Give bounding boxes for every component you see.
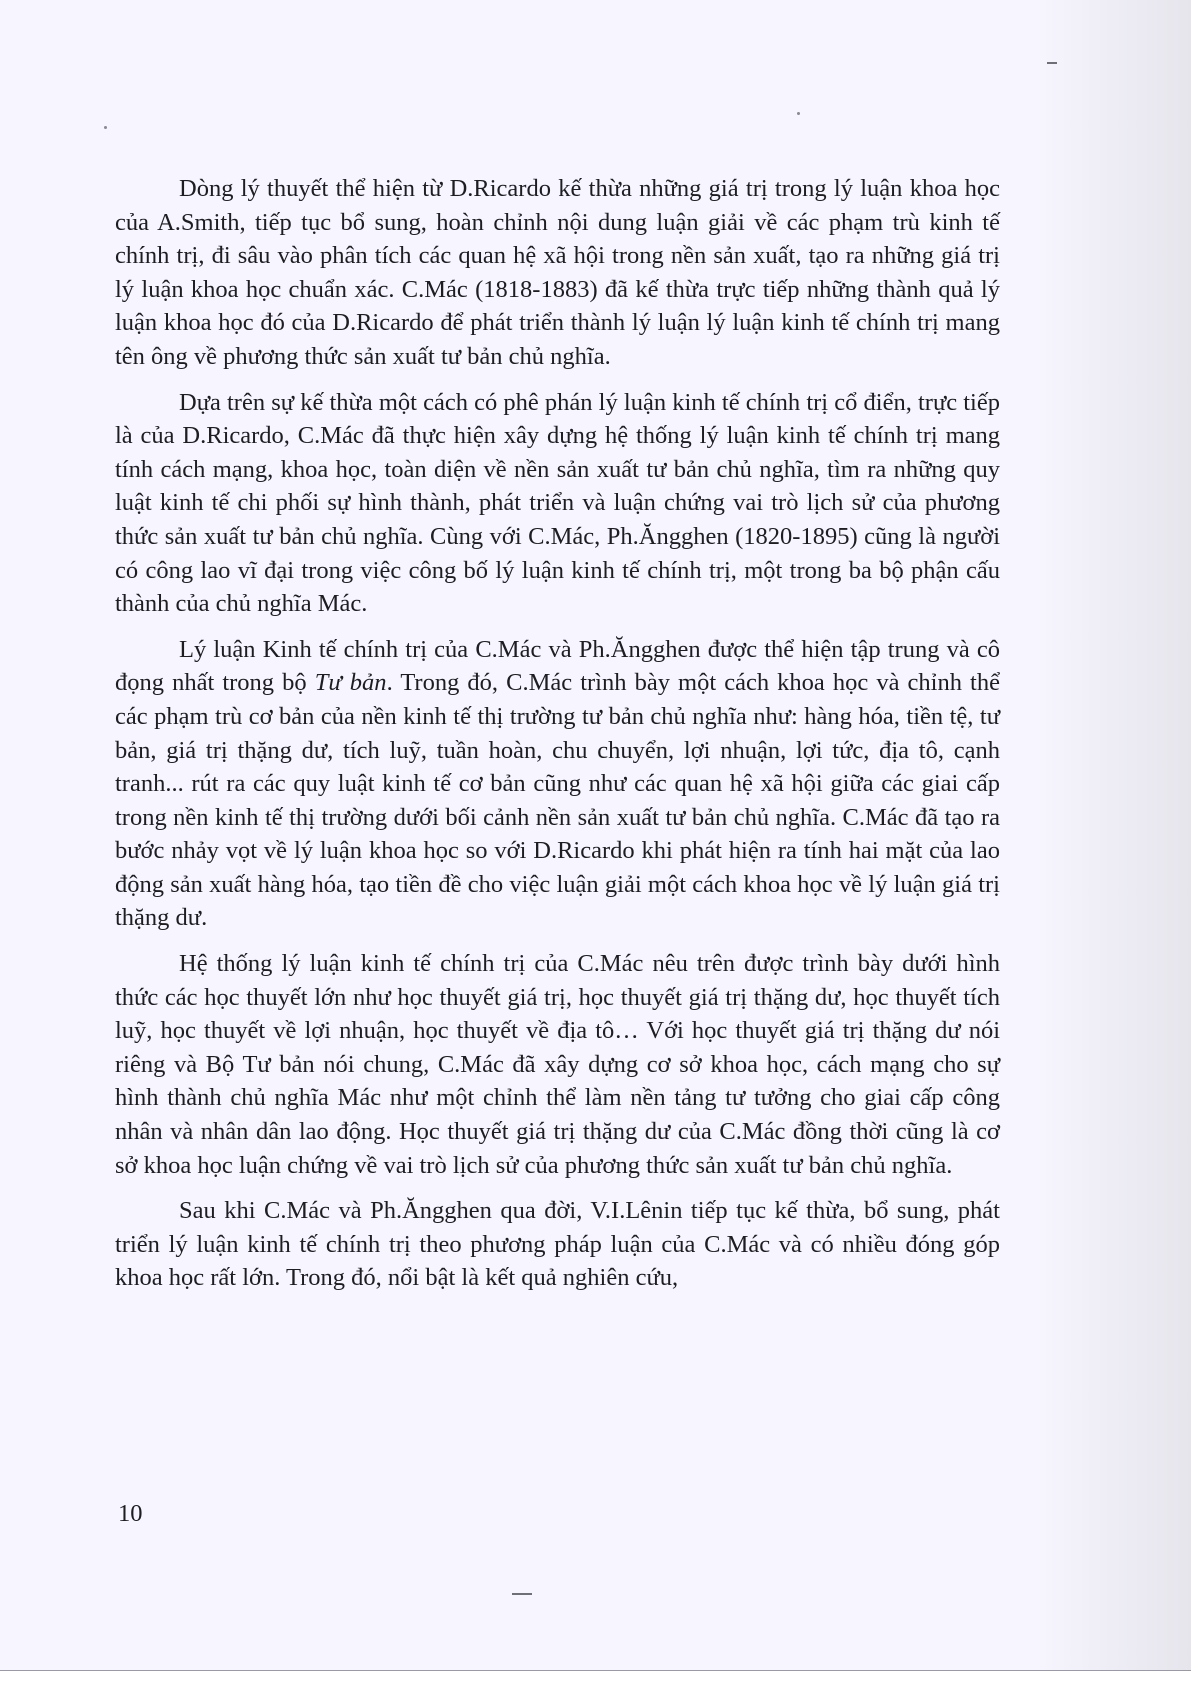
paragraph xyxy=(115,1194,1000,1295)
paragraph xyxy=(115,947,1000,1182)
paragraph-text: Lý luận Kinh tế chính trị của C.Mác và Ph.Ăngghen được thể hiện tập trung và cô đọng nhất trong bộ xyxy=(115,635,1000,697)
paragraph-text: Sau khi C.Mác và Ph.Ăngghen qua đời, V.I.Lênin tiếp tục kế thừa, bổ sung, phát triển lý luận kinh tế chính trị theo phương pháp luận của C.Mác và có nhiều đóng góp khoa học rất lớn. Trong đó, nổi bật là kết quả nghiên cứu, xyxy=(115,1197,1000,1292)
body-text xyxy=(115,172,1000,1307)
paragraph-text: . Trong đó, C.Mác trình bày một cách khoa học và chỉnh thể các phạm trù cơ bản của nền kinh tế thị trường tư bản chủ nghĩa như: hàng hóa, tiền tệ, tư bản, giá trị thặng dư, tích luỹ, tuần hoàn, chu chuyển, lợi nhuận, lợi tức, địa tô, cạnh tranh... rút ra các quy luật kinh tế cơ bản cũng như các quan hệ xã hội giữa các giai cấp trong nền kinh tế thị trường dưới bối cảnh nền sản xuất tư bản chủ nghĩa. C.Mác đã tạo ra bước nhảy vọt về lý luận khoa học so với D.Ricardo khi phát hiện ra tính hai mặt của lao động sản xuất hàng hóa, tạo tiền đề cho việc luận giải một cách khoa học về lý luận giá trị thặng dư. xyxy=(115,669,1000,932)
book-title: Tư bản xyxy=(314,669,387,697)
scan-speck xyxy=(797,112,800,115)
paragraph xyxy=(115,386,1000,621)
page-edge-shadow xyxy=(1040,0,1191,1683)
paragraph-text: Hệ thống lý luận kinh tế chính trị của C.Mác nêu trên được trình bày dưới hình thức các học thuyết lớn như học thuyết giá trị, học thuyết giá trị thặng dư, học thuyết tích luỹ, học thuyết về lợi nhuận, học thuyết về địa tô… Với học thuyết giá trị thặng dư nói riêng và Bộ Tư bản nói chung, C.Mác đã xây dựng cơ sở khoa học, cách mạng cho sự hình thành chủ nghĩa Mác như một chỉnh thể làm nền tảng tư tưởng cho giai cấp công nhân và nhân dân lao động. Học thuyết giá trị thặng dư của C.Mác đồng thời cũng là cơ sở khoa học luận chứng về vai trò lịch sử của phương thức sản xuất tư bản chủ nghĩa. xyxy=(115,950,1000,1179)
paragraph-text: Dựa trên sự kế thừa một cách có phê phán lý luận kinh tế chính trị cổ điển, trực tiếp là của D.Ricardo, C.Mác đã thực hiện xây dựng hệ thống lý luận kinh tế chính trị mang tính cách mạng, khoa học, toàn diện về nền sản xuất tư bản chủ nghĩa, tìm ra những quy luật kinh tế chi phối sự hình thành, phát triển và luận chứng vai trò lịch sử của phương thức sản xuất tư bản chủ nghĩa. Cùng với C.Mác, Ph.Ăngghen (1820-1895) cũng là người có công lao vĩ đại trong việc công bố lý luận kinh tế chính trị, một trong ba bộ phận cấu thành của chủ nghĩa Mác. xyxy=(115,388,1000,618)
paragraph xyxy=(115,633,1000,935)
scan-speck xyxy=(104,126,107,129)
paragraph xyxy=(115,172,1000,374)
scanner-bottom-edge xyxy=(0,1670,1191,1683)
top-right-mark xyxy=(1047,62,1057,64)
page-number: 10 xyxy=(118,1500,143,1527)
paragraph-text: Dòng lý thuyết thể hiện từ D.Ricardo kế thừa những giá trị trong lý luận khoa học của A.Smith, tiếp tục bổ sung, hoàn chỉnh nội dung luận giải về các phạm trù kinh tế chính trị, đi sâu vào phân tích các quan hệ xã hội trong nền sản xuất, tạo ra những giá trị lý luận khoa học chuẩn xác. C.Mác (1818-1883) đã kế thừa trực tiếp những thành quả lý luận khoa học đó của D.Ricardo để phát triển thành lý luận lý luận kinh tế chính trị mang tên ông về phương thức sản xuất tư bản chủ nghĩa. xyxy=(115,175,1000,370)
bottom-dash-mark xyxy=(512,1593,532,1595)
